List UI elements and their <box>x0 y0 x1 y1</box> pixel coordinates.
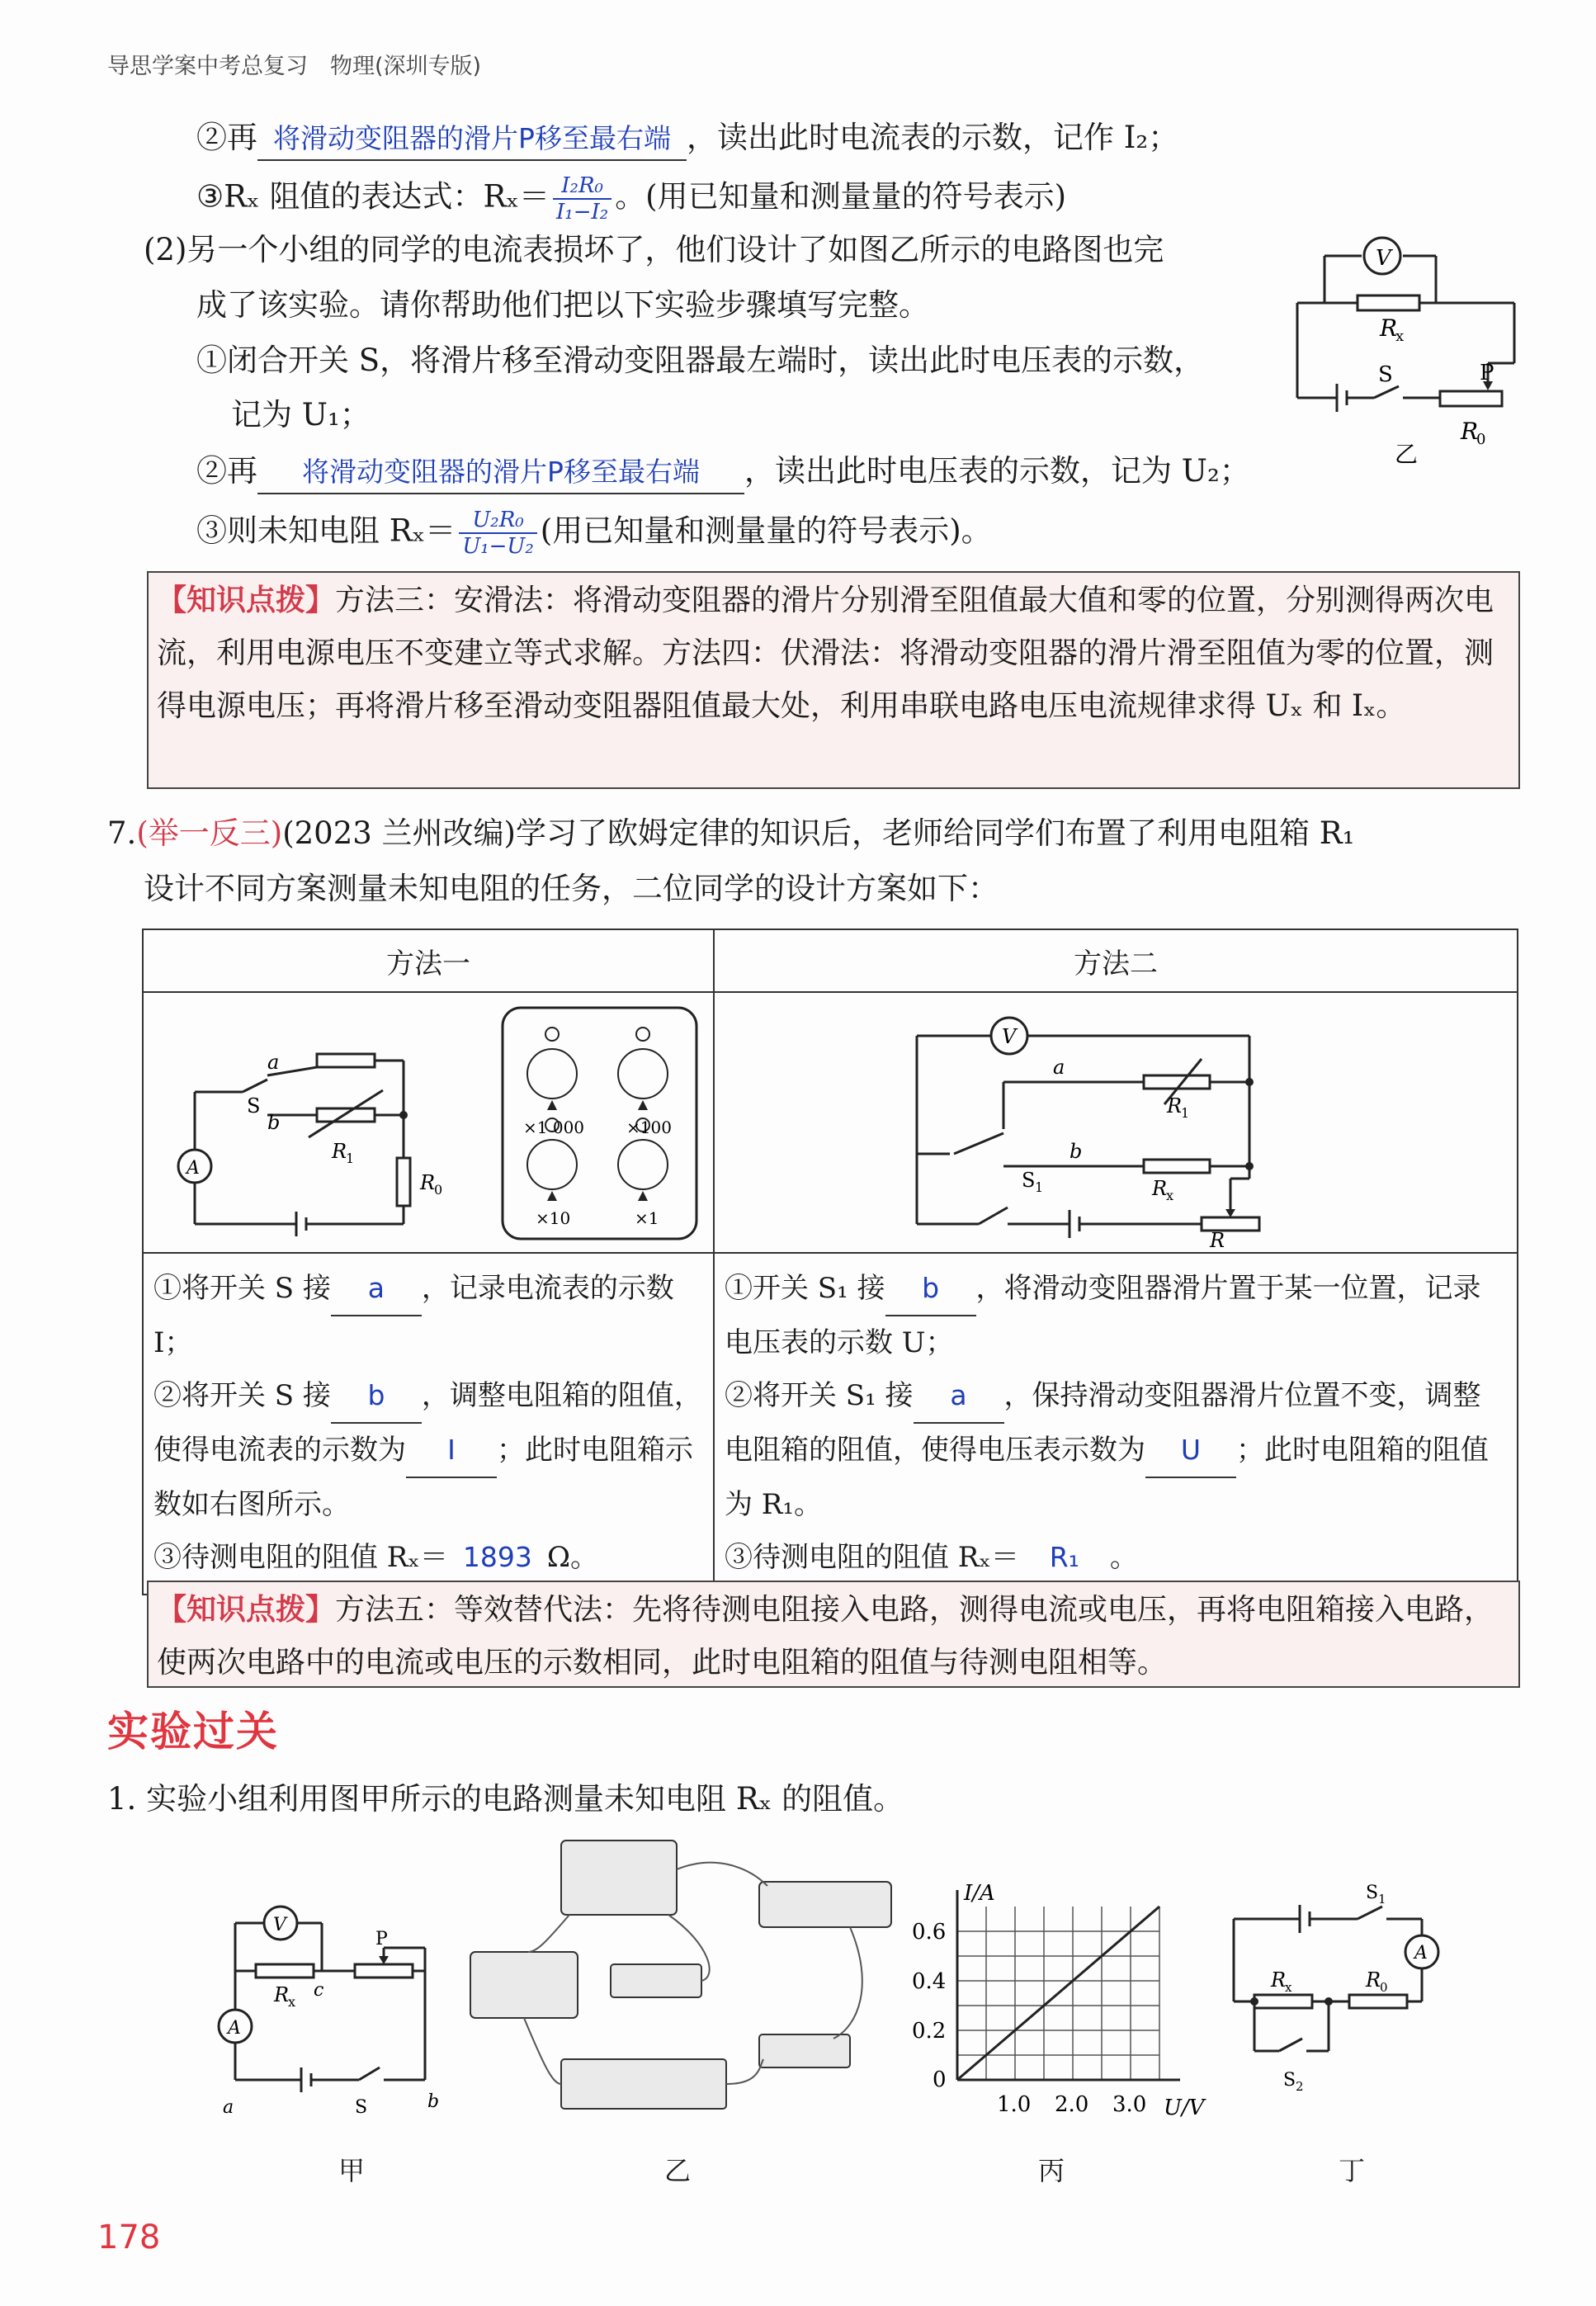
svg-text:A: A <box>228 2018 241 2039</box>
resistor-r0-ding-icon <box>1349 1995 1407 2008</box>
figure-ding-circuit <box>1221 1869 1469 2125</box>
svg-text:V: V <box>1002 1025 1017 1048</box>
resistor-rx-2-icon <box>1144 1160 1210 1173</box>
section-title: 实验过关 <box>107 1708 279 1755</box>
svg-text:x: x <box>1285 1980 1292 1995</box>
svg-text:R: R <box>274 1983 290 2006</box>
m2-step1: ①开关 S₁ 接 b ，将滑动变阻器滑片置于某一位置，记录电压表的示数 U； <box>725 1262 1507 1369</box>
svg-text:×1: ×1 <box>635 1208 659 1228</box>
method1-steps <box>143 1253 714 1595</box>
svg-text:R: R <box>1210 1229 1225 1252</box>
svg-text:V: V <box>273 1915 286 1935</box>
method2-circuit <box>715 993 1519 1252</box>
svg-text:P: P <box>375 1929 388 1949</box>
circuit-figure-yi <box>1287 223 1535 470</box>
m2-step2: ②将开关 S₁ 接 a ，保持滑动变阻器滑片位置不变，调整电阻箱的阻值，使得电压表示数为 U ；此时电阻箱的阻值为 R₁。 <box>725 1369 1507 1531</box>
m2-step2-answer2[interactable]: U <box>1145 1424 1236 1478</box>
svg-text:S: S <box>247 1094 261 1118</box>
svg-text:a: a <box>223 2097 234 2118</box>
origin-label: 0 <box>933 2067 947 2092</box>
svg-text:a: a <box>267 1051 280 1074</box>
svg-text:c: c <box>314 1980 324 2001</box>
figure-bing-chart <box>908 1881 1205 2138</box>
caption-ding: 丁 <box>1339 2155 1366 2186</box>
rheostat-jia-icon <box>355 1964 413 1978</box>
m2-step1-answer[interactable]: b <box>885 1262 976 1316</box>
m1-step2-answer2[interactable]: I <box>406 1424 497 1478</box>
resistor-device-icon <box>611 1964 701 1997</box>
part2-intro-line2: 成了该实验。请你帮助他们把以下实验步骤填写完整。 <box>196 287 929 323</box>
x-tick-label: 3.0 <box>1112 2092 1147 2117</box>
svg-text:b: b <box>267 1111 281 1134</box>
q7-line1: 7.(举一反三)(2023 兰州改编)学习了欧姆定律的知识后，老师给同学们布置了利用电阻箱 R₁ <box>107 815 1355 851</box>
svg-text:2: 2 <box>1296 2079 1304 2094</box>
method2-steps <box>714 1253 1518 1595</box>
q7-line2: 设计不同方案测量未知电阻的任务，二位同学的设计方案如下： <box>144 871 999 906</box>
y-tick-label: 0.4 <box>912 1969 947 1994</box>
svg-text:S: S <box>1366 1883 1379 1903</box>
svg-text:1: 1 <box>1181 1105 1190 1121</box>
m1-step3: ③待测电阻的阻值 Rₓ＝ 1893 Ω。 <box>153 1531 703 1585</box>
svg-text:S: S <box>355 2097 368 2118</box>
x-tick-label: 1.0 <box>997 2092 1032 2117</box>
svg-text:1: 1 <box>1035 1179 1044 1195</box>
svg-text:R: R <box>1461 418 1479 445</box>
svg-text:R: R <box>1271 1968 1287 1992</box>
figure-jia-circuit <box>215 1865 462 2138</box>
svg-text:a: a <box>1053 1056 1065 1079</box>
voltmeter-device-icon <box>561 1841 677 1915</box>
figure-yi-apparatus <box>446 1820 908 2134</box>
y-axis-label: I/A <box>964 1881 995 1906</box>
svg-text:R: R <box>332 1140 347 1163</box>
part2-step2: ②再 将滑动变阻器的滑片P移至最右端 ，读出此时电压表的示数，记为 U₂； <box>196 451 1250 494</box>
part2-step1-line2: 记为 U₁； <box>231 397 371 432</box>
svg-text:0: 0 <box>1380 1980 1388 1995</box>
svg-text:R: R <box>1366 1968 1381 1992</box>
svg-text:b: b <box>427 2091 440 2112</box>
m1-step1: ①将开关 S 接 a ，记录电流表的示数 I； <box>153 1262 703 1369</box>
svg-text:S: S <box>1378 362 1393 387</box>
svg-text:R: R <box>1380 314 1398 342</box>
resistor-rx-ding-icon <box>1254 1995 1312 2008</box>
svg-text:P: P <box>1480 361 1494 385</box>
method2-figure-cell <box>714 992 1518 1253</box>
svg-text:1: 1 <box>346 1151 355 1166</box>
part1-step2-answer[interactable]: 将滑动变阻器的滑片P移至最右端 <box>257 118 687 161</box>
ammeter-device-icon <box>470 1952 578 2018</box>
svg-text:A: A <box>187 1158 200 1179</box>
caption-bing: 丙 <box>1038 2155 1065 2186</box>
m1-step1-answer[interactable]: a <box>331 1262 422 1316</box>
knowledge-tip-1: 【知识点拨】方法三：安滑法：将滑动变阻器的滑片分别滑至阻值最大值和零的位置，分别测得两次电流，利用电源电压不变建立等式求解。方法四：伏滑法：将滑动变阻器的滑片滑至阻值为零的位置，测得电源电压；再将滑片移至滑动变阻器阻值最大处，利用串联电路电压电流规律求得 Uₓ 和 Iₓ。 <box>147 571 1520 789</box>
x-axis-label: U/V <box>1164 2096 1205 2120</box>
method1-circuit <box>144 993 710 1249</box>
svg-text:x: x <box>1395 328 1405 345</box>
y-tick-label: 0.2 <box>912 2019 947 2044</box>
part1-step2: ②再 将滑动变阻器的滑片P移至最右端 ，读出此时电流表的示数，记作 I₂； <box>196 117 1178 161</box>
svg-text:1: 1 <box>1378 1892 1386 1907</box>
part2-intro-line1: (2)另一个小组的同学的电流表损坏了，他们设计了如图乙所示的电路图也完 <box>144 232 1164 267</box>
x-tick-label: 2.0 <box>1055 2092 1089 2117</box>
svg-text:0: 0 <box>1476 431 1486 448</box>
rheostat-icon <box>1440 391 1502 406</box>
m2-step2-answer[interactable]: a <box>914 1369 1004 1424</box>
m2-step3-answer[interactable]: R₁ <box>1019 1531 1110 1585</box>
m1-step2: ②将开关 S 接 b ，调整电阻箱的阻值，使得电流表的示数为 I ；此时电阻箱示数如右图所示。 <box>153 1369 703 1531</box>
resistance-box-dials <box>503 1008 696 1239</box>
svg-text:x: x <box>1166 1188 1174 1203</box>
svg-text:b: b <box>1070 1140 1083 1163</box>
resistor-rx-jia-icon <box>256 1964 314 1978</box>
svg-text:×1 000: ×1 000 <box>523 1118 585 1137</box>
svg-text:0: 0 <box>434 1182 443 1198</box>
svg-text:R: R <box>1152 1177 1168 1200</box>
svg-text:V: V <box>1376 246 1391 271</box>
method1-header: 方法一 <box>143 929 714 992</box>
m1-step3-answer[interactable]: 1893 <box>448 1531 547 1585</box>
method2-header: 方法二 <box>714 929 1518 992</box>
figure-yi-label: 乙 <box>1395 441 1419 468</box>
resistor-box-icon <box>317 1054 375 1067</box>
page-header: 导思学案中考总复习 物理(深圳专版) <box>107 54 482 79</box>
page-number: 178 <box>97 2219 161 2256</box>
series-line <box>957 1907 1159 2080</box>
part1-formula[interactable]: $\frac{\text{I₂R₀}}{\text{I₁−I₂}}$ <box>553 173 611 224</box>
resistor-box-2-icon <box>1144 1075 1210 1089</box>
method1-figure-cell <box>143 992 714 1253</box>
resistor-r0-icon <box>397 1158 410 1206</box>
knowledge-tip-2: 【知识点拨】方法五：等效替代法：先将待测电阻接入电路，测得电流或电压，再将电阻箱接入电路，使两次电路中的电流或电压的示数相同，此时电阻箱的阻值与待测电阻相等。 <box>147 1581 1520 1688</box>
rheostat-device-icon <box>759 1882 891 1927</box>
part2-step2-answer[interactable]: 将滑动变阻器的滑片P移至最右端 <box>257 451 744 494</box>
y-tick-label: 0.6 <box>912 1920 947 1945</box>
svg-text:S: S <box>1283 2070 1296 2091</box>
svg-text:×10: ×10 <box>536 1208 571 1228</box>
m2-step3: ③待测电阻的阻值 Rₓ＝ R₁ 。 <box>725 1531 1507 1585</box>
methods-table <box>142 929 1518 1595</box>
svg-text:×100: ×100 <box>626 1118 672 1137</box>
svg-text:R: R <box>420 1171 436 1194</box>
svg-text:R: R <box>1167 1094 1183 1118</box>
battery-device-icon <box>561 2059 726 2109</box>
caption-jia: 甲 <box>338 2155 366 2186</box>
svg-text:A: A <box>1414 1943 1428 1963</box>
q1-text: 1. 实验小组利用图甲所示的电路测量未知电阻 Rₓ 的阻值。 <box>107 1781 904 1817</box>
svg-text:S: S <box>1022 1169 1036 1192</box>
switch-device-icon <box>759 2034 850 2067</box>
part2-step1-line1: ①闭合开关 S，将滑片移至滑动变阻器最左端时，读出此时电压表的示数， <box>196 343 1205 378</box>
resistor-rx-icon <box>1358 295 1419 310</box>
caption-yi: 乙 <box>664 2155 692 2186</box>
part2-step3: ③则未知电阻 Rₓ＝ $\frac{\text{U₂R₀}}{\text{U₁−U₂}}$ (用已知量和测量量的符号表示)。 <box>196 508 992 559</box>
part2-formula[interactable]: $\frac{\text{U₂R₀}}{\text{U₁−U₂}}$ <box>459 508 536 559</box>
part1-step3: ③Rₓ 阻值的表达式：Rₓ＝ $\frac{\text{I₂R₀}}{\text{I₁−I₂}}$ 。(用已知量和测量量的符号表示) <box>196 173 1067 224</box>
svg-text:x: x <box>288 1994 296 2010</box>
m1-step2-answer[interactable]: b <box>331 1369 422 1424</box>
